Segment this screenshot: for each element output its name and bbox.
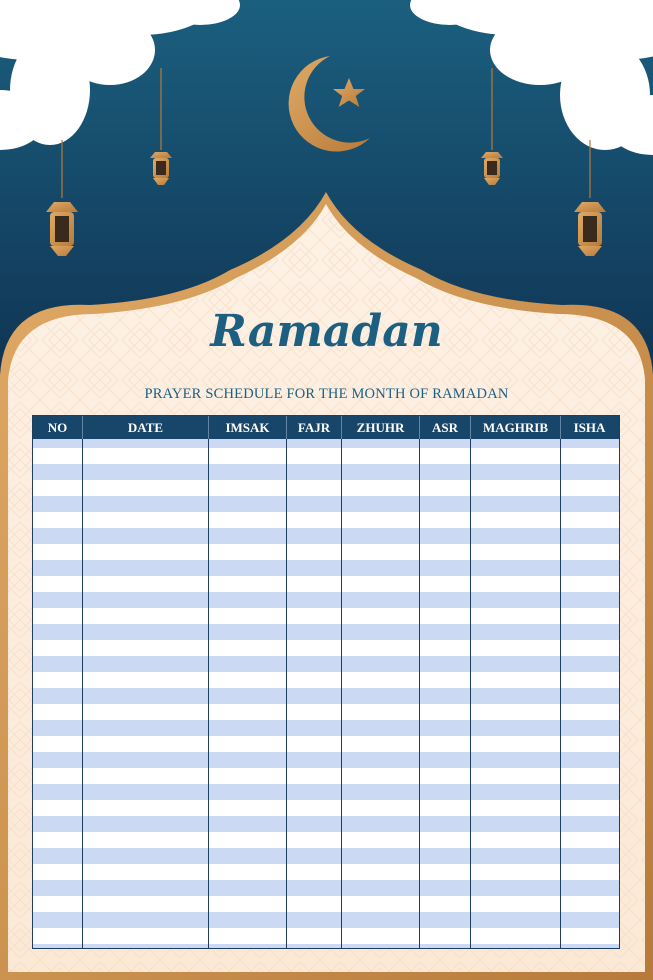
page-title: Ramadan <box>210 306 443 357</box>
column-header-zhuhr: ZHUHR <box>342 416 420 439</box>
column-zhuhr[interactable] <box>342 439 420 948</box>
column-header-fajr: FAJR <box>287 416 342 439</box>
column-header-imsak: IMSAK <box>209 416 287 439</box>
column-header-no: NO <box>33 416 83 439</box>
column-asr[interactable] <box>420 439 471 948</box>
column-header-asr: ASR <box>420 416 471 439</box>
column-date[interactable] <box>83 439 209 948</box>
table-body <box>33 439 619 948</box>
column-header-maghrib: MAGHRIB <box>471 416 561 439</box>
column-isha[interactable] <box>561 439 618 948</box>
column-maghrib[interactable] <box>471 439 561 948</box>
column-header-isha: ISHA <box>573 420 606 435</box>
table-header-row <box>33 416 619 439</box>
column-no[interactable] <box>33 439 83 948</box>
page-subtitle: PRAYER SCHEDULE FOR THE MONTH OF RAMADAN <box>144 386 509 402</box>
column-imsak[interactable] <box>209 439 287 948</box>
column-header-date: DATE <box>83 416 209 439</box>
prayer-schedule-table <box>32 415 620 949</box>
column-fajr[interactable] <box>287 439 342 948</box>
